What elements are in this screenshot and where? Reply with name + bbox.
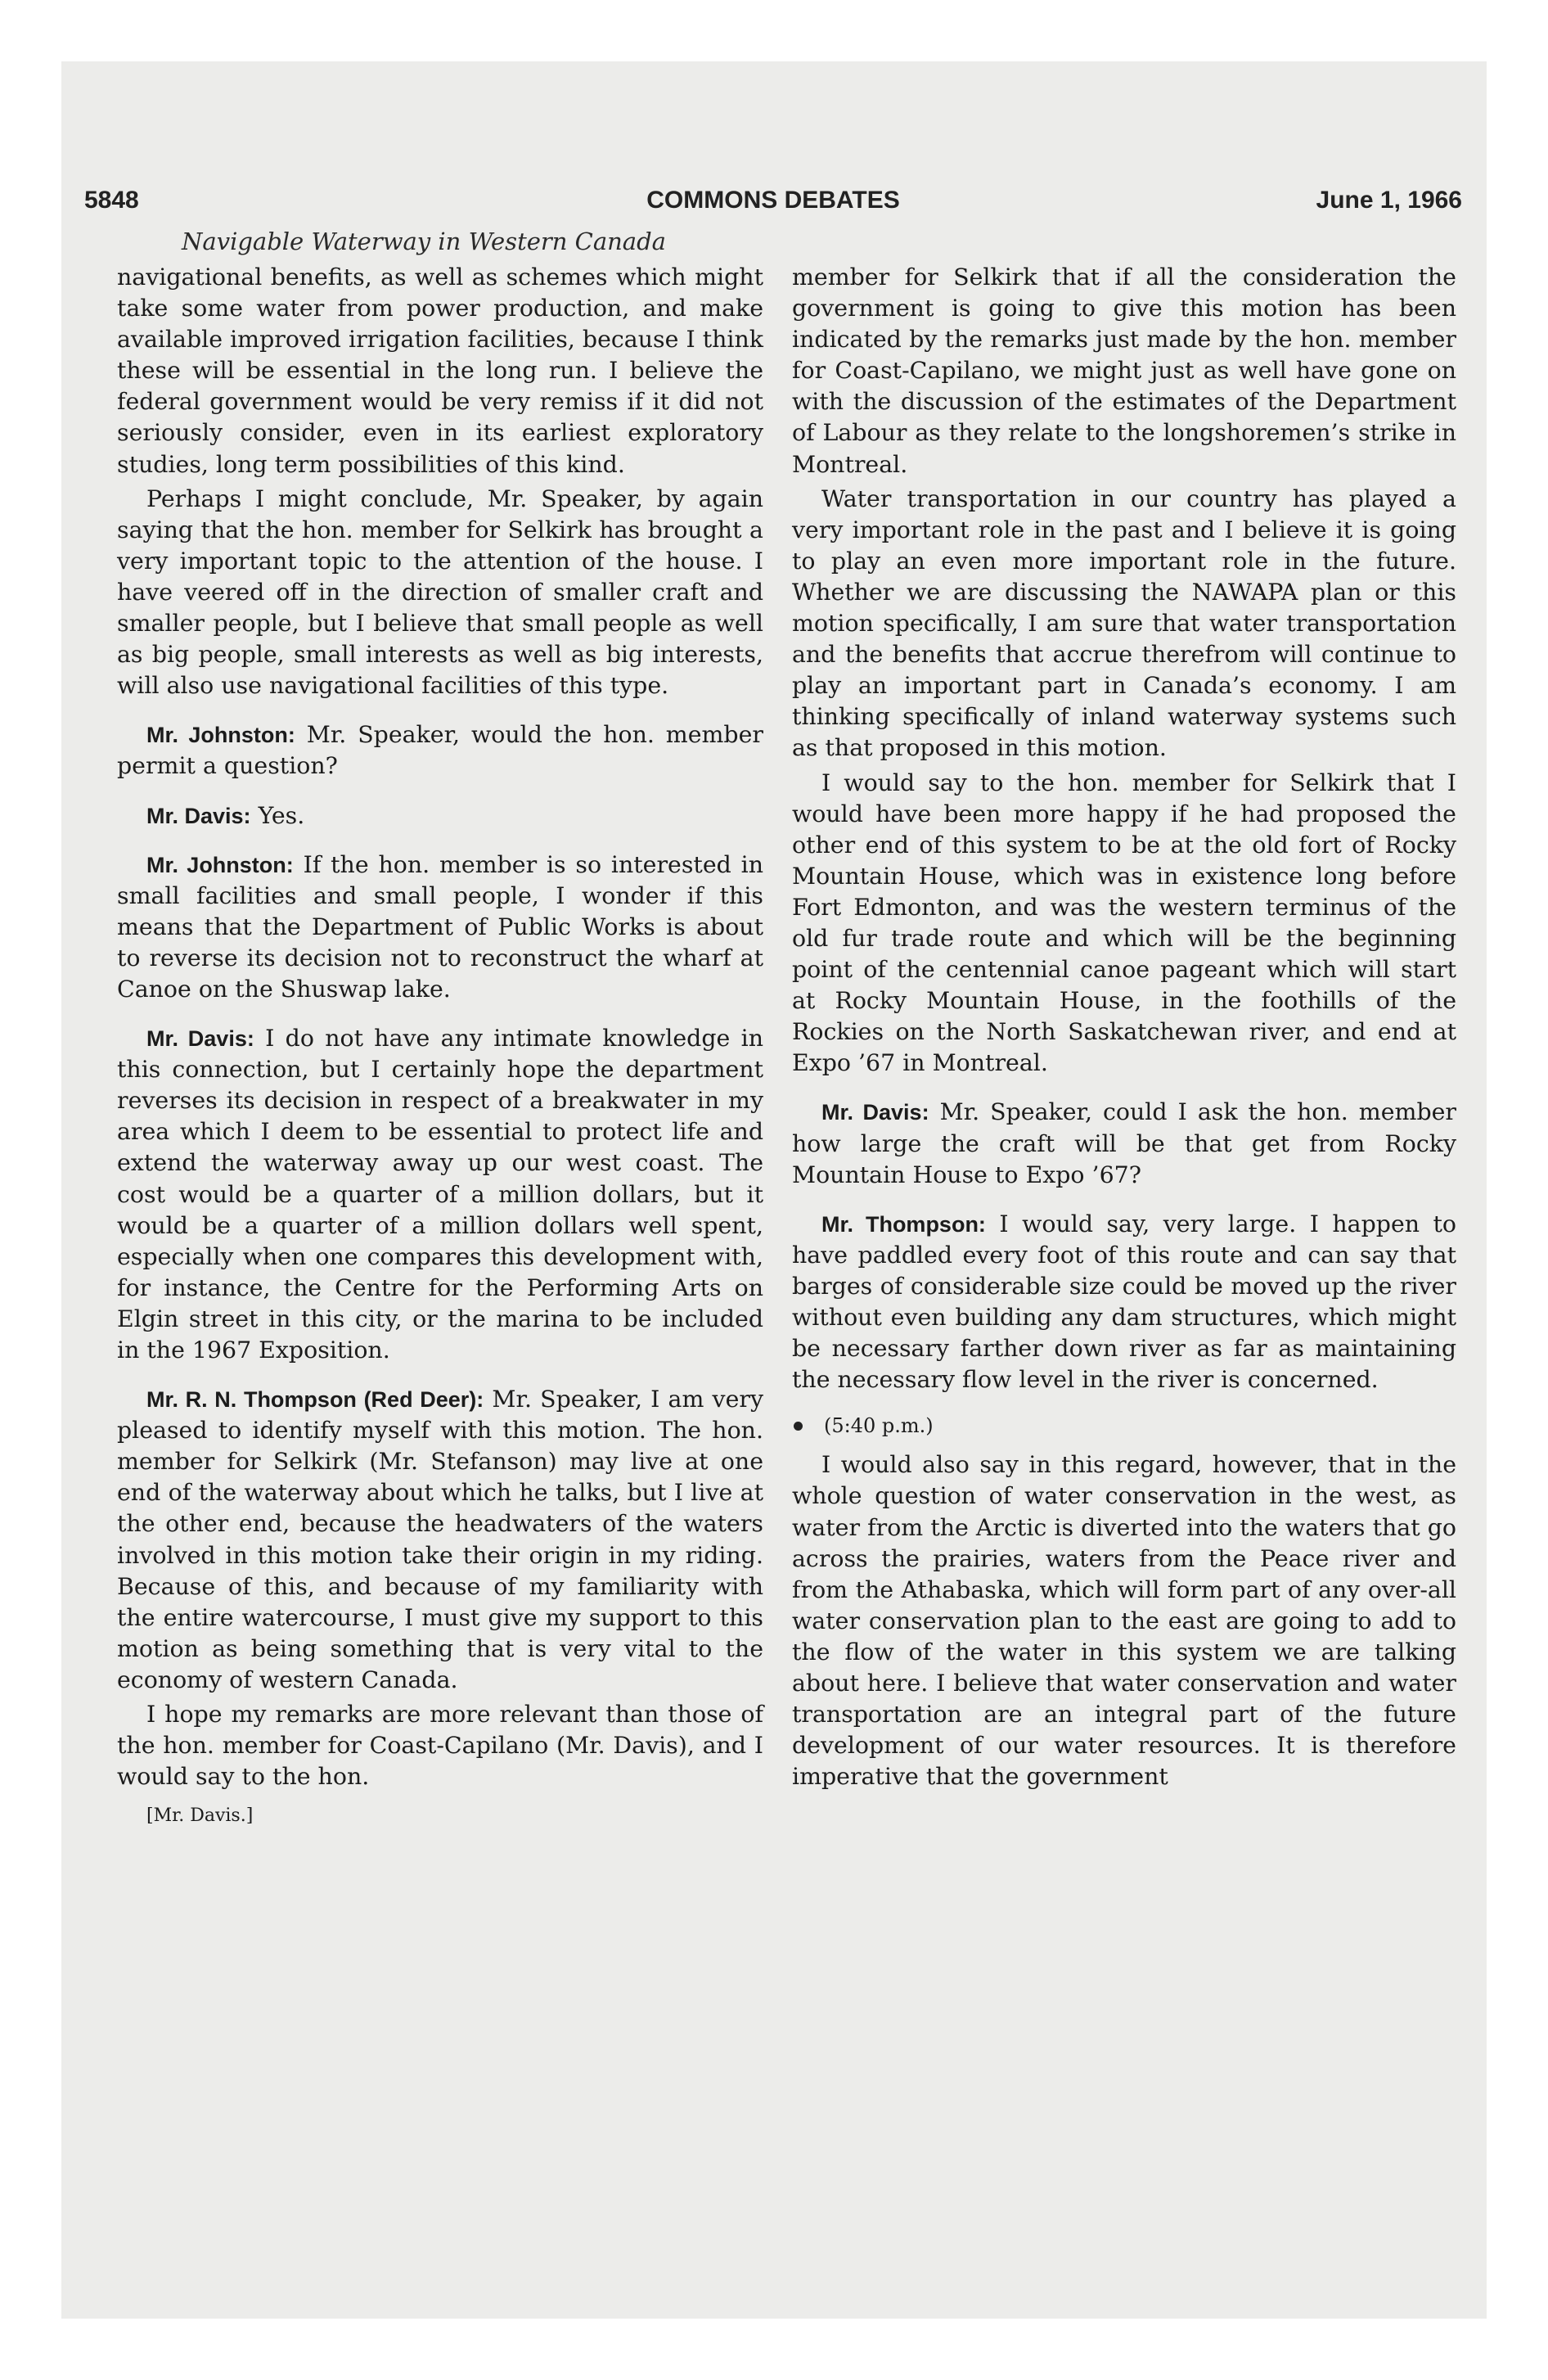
paragraph: navigational benefits, as well as schemes which might take some water from power production, and make available improved irrigation facilities, because I think these will be essential in the long run. I believe the federal government would be very remiss if it did not seriously consider, even in its earliest exploratory studies, long term possibilities of this kind. <box>117 264 763 478</box>
paragraph <box>792 1209 1456 1396</box>
speech-text: I do not have any intimate knowledge in this connection, but I certainly hope the department reverses its decision in respect of a breakwater in my area which I deem to be essential to protect life and extend the waterway away up our west coast. The cost would be a quarter of a million dollars, but it would be a quarter of a million dollars well spent, especially when one compares this development with, for instance, the Centre for the Performing Arts on Elgin street in this city, or the marina to be included in the 1967 Exposition. <box>117 1025 763 1364</box>
paragraph <box>117 1023 763 1366</box>
paragraph: I hope my remarks are more relevant than those of the hon. member for Coast-Capilano (Mr. Davis), and I would say to the hon. <box>117 1701 763 1791</box>
speaker-name: Mr. Johnston: <box>146 723 295 748</box>
timestamp-marker <box>792 1410 1456 1441</box>
left-column <box>117 262 763 1832</box>
paragraph <box>792 1097 1456 1190</box>
timestamp: (5:40 p.m.) <box>824 1414 934 1438</box>
paragraph <box>117 800 763 832</box>
speech-text: Mr. Speaker, would the hon. member permit a question? <box>117 721 763 780</box>
speech-text: If the hon. member is so interested in small facilities and small people, I wonder if this means that the Department of Public Works is about to reverse its decision not to reconstruct the wharf at Canoe on the Shuswap lake. <box>117 850 763 1003</box>
right-column <box>792 262 1456 1796</box>
speaker-footnote: [Mr. Davis.] <box>146 1805 254 1827</box>
speech-text: Yes. <box>258 801 305 829</box>
speech-text: I would say, very large. I happen to have paddled every foot of this route and can say that barges of considerable size could be moved up the river without even building any dam structures, which might be necessary farther down river as far as maintaining the necessary flow level in the river is concerned. <box>792 1210 1457 1394</box>
publication-title: COMMONS DEBATES <box>646 187 900 214</box>
section-subtitle: Navigable Waterway in Western Canada <box>182 228 666 255</box>
page-number: 5848 <box>84 187 139 214</box>
speaker-name: Mr. Davis: <box>146 1026 254 1052</box>
paragraph: Water transportation in our country has played a very important role in the past and I believe it is going to play an even more important role in the future. Whether we are discussing the NAWAPA plan or this motion specifically, I am sure that water transportation and the benefits that accrue therefrom will continue to play an important part in Canada’s economy. I am thinking specifically of inland waterway systems such as that proposed in this motion. <box>792 485 1456 762</box>
speaker-name: Mr. Johnston: <box>146 852 294 877</box>
paragraph <box>117 850 763 1005</box>
paragraph: Perhaps I might conclude, Mr. Speaker, by again saying that the hon. member for Selkirk has brought a very important topic to the attention of the house. I have veered off in the direction of smaller craft and smaller people, but I believe that small people as well as big people, small interests as well as big interests, will also use navigational facilities of this type. <box>117 485 763 700</box>
speech-text: Mr. Speaker, I am very pleased to identify myself with this motion. The hon. member for Selkirk (Mr. Stefanson) may live at one end of the waterway about which he talks, but I live at the other end, because the headwaters of the waters involved in this motion take their origin in my riding. Because of this, and because of my familiarity with the entire watercourse, I must give my support to this motion as being something that is very vital to the economy of western Canada. <box>117 1386 763 1693</box>
running-header <box>84 187 1462 228</box>
speaker-name: Mr. Davis: <box>821 1100 929 1125</box>
speech-text: Mr. Speaker, could I ask the hon. member how large the craft will be that get from Rocky Mountain House to Expo ’67? <box>792 1098 1456 1188</box>
paragraph: I would also say in this regard, however, that in the whole question of water conservation in the west, as water from the Arctic is diverted into the waters that go across the prairies, waters from the Peace river and from the Athabaska, which will form part of any over-all water conservation plan to the east are going to add to the flow of the water in this system we are talking about here. I believe that water conservation and water transportation are an integral part of the future development of our water resources. It is therefore imperative that the government <box>792 1451 1456 1791</box>
paragraph <box>117 1384 763 1696</box>
speaker-name: Mr. R. N. Thompson (Red Deer): <box>146 1387 484 1413</box>
speaker-name: Mr. Thompson: <box>821 1211 986 1237</box>
paragraph: I would say to the hon. member for Selkirk that I would have been more happy if he had proposed the other end of this system to be at the old fort of Rocky Mountain House, which was in existence long before Fort Edmonton, and was the western terminus of the old fur trade route and which will be the beginning point of the centennial canoe pageant which will start at Rocky Mountain House, in the foothills of the Rockies on the North Saskatchewan river, and end at Expo ’67 in Montreal. <box>792 769 1456 1077</box>
header-date: June 1, 1966 <box>1316 187 1462 214</box>
speaker-name: Mr. Davis: <box>146 803 251 828</box>
paragraph: member for Selkirk that if all the consideration the government is going to give this motion has been indicated by the remarks just made by the hon. member for Coast-Capilano, we might just as well have gone on with the discussion of the estimates of the Department of Labour as they relate to the longshoremen’s strike in Montreal. <box>792 264 1456 478</box>
bullet-icon <box>794 1422 803 1431</box>
paragraph <box>117 719 763 782</box>
